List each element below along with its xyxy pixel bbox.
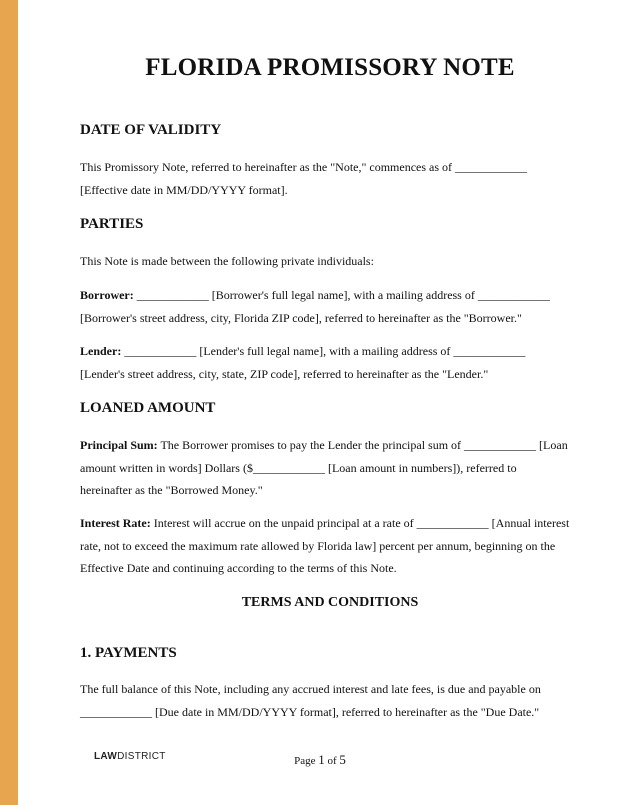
lender-paragraph <box>80 340 580 385</box>
borrower-line-1 <box>80 284 580 307</box>
principal-line-2: amount written in words] Dollars ($____________ [Loan amount in numbers]), referred to <box>80 460 517 475</box>
interest-paragraph <box>80 512 580 580</box>
page-total: 5 <box>339 752 346 767</box>
section-heading-loaned-amount: LOANED AMOUNT <box>80 400 216 416</box>
principal-line-1 <box>80 434 580 457</box>
logo-bold-part: LAW <box>94 751 118 762</box>
page-mid: of <box>324 755 340 767</box>
interest-label: Interest Rate: <box>80 516 151 530</box>
payments-paragraph <box>80 678 580 723</box>
borrower-paragraph <box>80 284 580 329</box>
principal-label: Principal Sum: <box>80 438 158 452</box>
section-heading-terms: TERMS AND CONDITIONS <box>241 595 419 610</box>
validity-line-2: [Effective date in MM/DD/YYYY format]. <box>80 182 288 197</box>
validity-line-1: This Promissory Note, referred to hereinafter as the "Note," commences as of ____________ <box>80 160 528 174</box>
lender-line-1 <box>80 340 580 363</box>
interest-line-2: rate, not to exceed the maximum rate allowed by Florida law] percent per annum, beginning on the <box>80 538 556 553</box>
interest-line-3: Effective Date and continuing according to the terms of this Note. <box>80 561 397 575</box>
section-heading-parties: PARTIES <box>80 216 144 232</box>
decorative-side-bar <box>0 0 18 805</box>
document-title: FLORIDA PROMISSORY NOTE <box>145 54 515 81</box>
payments-line-2: ____________ [Due date in MM/DD/YYYY format], referred to hereinafter as the "Due Date." <box>80 704 540 719</box>
principal-line-3: hereinafter as the "Borrowed Money." <box>80 483 263 497</box>
principal-text-1: The Borrower promises to pay the Lender the principal sum of ____________ [Loan <box>157 438 568 452</box>
lender-line-2: [Lender's street address, city, state, ZIP code], referred to hereinafter as the "Lender." <box>80 366 489 381</box>
section-heading-payments: 1. PAYMENTS <box>80 645 177 661</box>
page-prefix: Page <box>294 755 319 767</box>
page-number <box>0 752 640 768</box>
validity-paragraph <box>80 156 580 201</box>
principal-paragraph <box>80 434 580 502</box>
borrower-text-1: ____________ [Borrower's full legal name], with a mailing address of ____________ <box>133 288 550 302</box>
interest-text-1: Interest will accrue on the unpaid principal at a rate of ____________ [Annual interest <box>150 516 570 530</box>
page-current: 1 <box>318 752 325 767</box>
lender-text-1: ____________ [Lender's full legal name], with a mailing address of ____________ <box>121 344 526 358</box>
parties-intro: This Note is made between the following private individuals: <box>80 254 374 268</box>
borrower-label: Borrower: <box>80 288 134 302</box>
payments-line-1: The full balance of this Note, including any accrued interest and late fees, is due and payable on <box>80 682 541 696</box>
logo-rest-part: DISTRICT <box>117 751 166 762</box>
borrower-line-2: [Borrower's street address, city, Florida ZIP code], referred to hereinafter as the "Borrower." <box>80 310 522 325</box>
interest-line-1 <box>80 512 580 535</box>
lender-label: Lender: <box>80 344 122 358</box>
section-heading-validity: DATE OF VALIDITY <box>80 122 222 138</box>
